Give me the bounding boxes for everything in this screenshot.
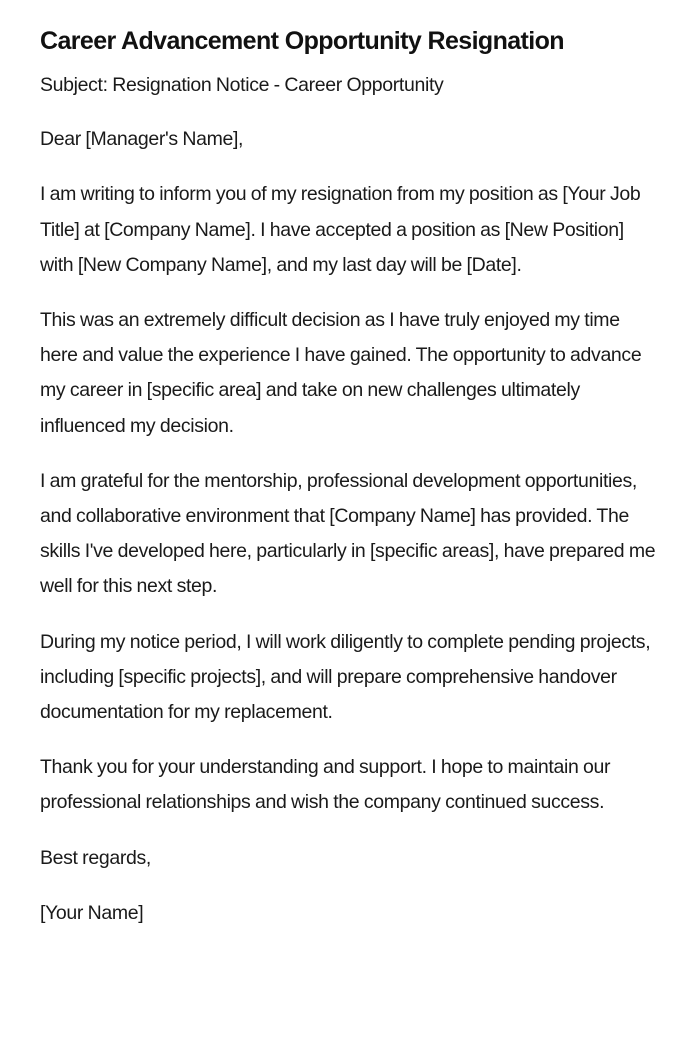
body-paragraph-5: Thank you for your understanding and support. I hope to maintain our professional relationships and wish the company continued success. <box>40 756 611 814</box>
subject-line: Subject: Resignation Notice - Career Opportunity <box>40 74 444 96</box>
body-paragraph-2: This was an extremely difficult decision as I have truly enjoyed my time here and value the experience I have gained. The opportunity to advance my career in [specific area] and take on new challenges ultimately influenced my decision. <box>40 309 642 437</box>
body-paragraph-1: I am writing to inform you of my resignation from my position as [Your Job Title] at [Company Name]. I have accepted a position as [New Position] with [New Company Name], and my last day will be [Date]. <box>40 183 641 276</box>
closing: Best regards, <box>40 846 151 869</box>
body-paragraph-4: During my notice period, I will work diligently to complete pending projects, including [specific projects], and will prepare comprehensive handover documentation for my replacement. <box>40 630 651 724</box>
body-paragraph-3: I am grateful for the mentorship, professional development opportunities, and collaborative environment that [Company Name] has provided. The skills I've developed here, particularly in [specific areas], have prepared me well for this next step. <box>40 469 656 598</box>
salutation: Dear [Manager's Name], <box>40 128 244 151</box>
document-title: Career Advancement Opportunity Resignation <box>40 27 564 55</box>
signature: [Your Name] <box>40 901 144 924</box>
